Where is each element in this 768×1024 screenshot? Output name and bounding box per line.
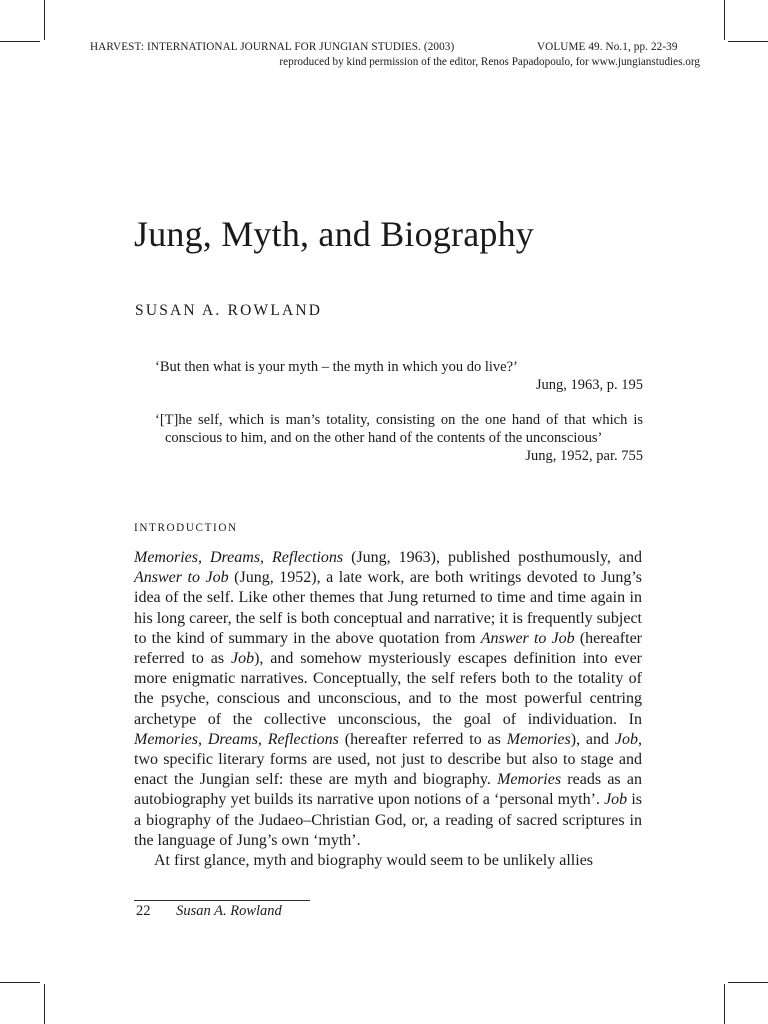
crop-mark bbox=[0, 41, 40, 42]
text-span: ), and bbox=[570, 730, 615, 748]
paragraph: At first glance, myth and biography would seem to be unlikely allies bbox=[154, 852, 594, 870]
crop-mark bbox=[44, 0, 45, 40]
text-span: , two specific literary forms are used, not just to describe but also to stage and enact the Jungian self: these are myth and biography. bbox=[134, 730, 642, 789]
crop-mark bbox=[724, 984, 725, 1024]
article-title: Jung, Myth, and Biography bbox=[134, 214, 534, 254]
text-span: (Jung, 1952), a late work, are both writings devoted to Jung’s idea of the self. Like other themes that Jung returned to time and time again in his long career, the self is both conceptual and narrative; it is frequently subject to the kind of summary in the above quotation from bbox=[134, 569, 643, 647]
text-span: (Jung, 1963), published posthumously, and bbox=[343, 549, 643, 566]
permission-note: reproduced by kind permission of the editor, Renos Papadopoulo, for www.jungianstudies.org bbox=[279, 56, 700, 68]
paragraph bbox=[134, 548, 642, 851]
text-span: (hereafter referred to as bbox=[338, 730, 507, 748]
epigraph bbox=[155, 411, 643, 465]
crop-mark bbox=[728, 982, 768, 983]
page-number: 22 bbox=[136, 903, 151, 919]
text-span: (hereafter referred to as bbox=[134, 629, 642, 668]
text-span: ), and somehow mysteriously escapes definition into ever more enigmatic narratives. Conceptually, the self refers both to the totality of the psyche, conscious and unconscious, and to the most powerful centring archetype of the collective unconscious, the goal of individuation. In bbox=[134, 650, 642, 728]
article-author: SUSAN A. ROWLAND bbox=[135, 302, 323, 319]
running-author: Susan A. Rowland bbox=[176, 903, 282, 919]
epigraph-quote: ‘But then what is your myth – the myth in which you do live?’ bbox=[155, 359, 518, 375]
journal-name: HARVEST: INTERNATIONAL JOURNAL FOR JUNGIAN STUDIES. (2003) bbox=[90, 41, 455, 53]
italic-title: Answer to Job bbox=[134, 569, 229, 587]
italic-title: Memories, Dreams, Reflections bbox=[134, 549, 344, 566]
italic-title: Memories bbox=[506, 730, 571, 748]
italic-title: Job bbox=[614, 730, 638, 748]
epigraph-citation: Jung, 1952, par. 755 bbox=[525, 448, 643, 464]
italic-title: Memories, Dreams, Reflections bbox=[134, 730, 339, 748]
epigraph-quote: ‘[T]he self, which is man’s totality, consisting on the one hand of that which is conscious to him, and on the other hand of the contents of the unconscious’ bbox=[155, 412, 643, 446]
article-body bbox=[134, 548, 642, 871]
footer-rule bbox=[134, 900, 310, 901]
crop-mark bbox=[728, 41, 768, 42]
crop-mark bbox=[0, 982, 40, 983]
epigraph bbox=[155, 358, 643, 394]
text-span: is a biography of the Judaeo–Christian God, or, a reading of sacred scriptures in the language of Jung’s own ‘myth’. bbox=[134, 791, 642, 849]
italic-title: Memories bbox=[497, 771, 562, 789]
crop-mark bbox=[44, 984, 45, 1024]
crop-mark bbox=[724, 0, 725, 40]
section-heading: INTRODUCTION bbox=[134, 522, 238, 534]
volume-info: VOLUME 49. No.1, pp. 22-39 bbox=[537, 41, 678, 53]
italic-title: Job bbox=[230, 650, 255, 668]
page-footer bbox=[136, 903, 282, 920]
journal-header bbox=[90, 41, 700, 53]
italic-title: Answer to Job bbox=[480, 629, 575, 647]
italic-title: Job bbox=[604, 791, 628, 809]
text-span: reads as an autobiography yet builds its narrative upon notions of a ‘personal myth’. bbox=[134, 771, 642, 809]
epigraph-citation: Jung, 1963, p. 195 bbox=[535, 377, 643, 393]
